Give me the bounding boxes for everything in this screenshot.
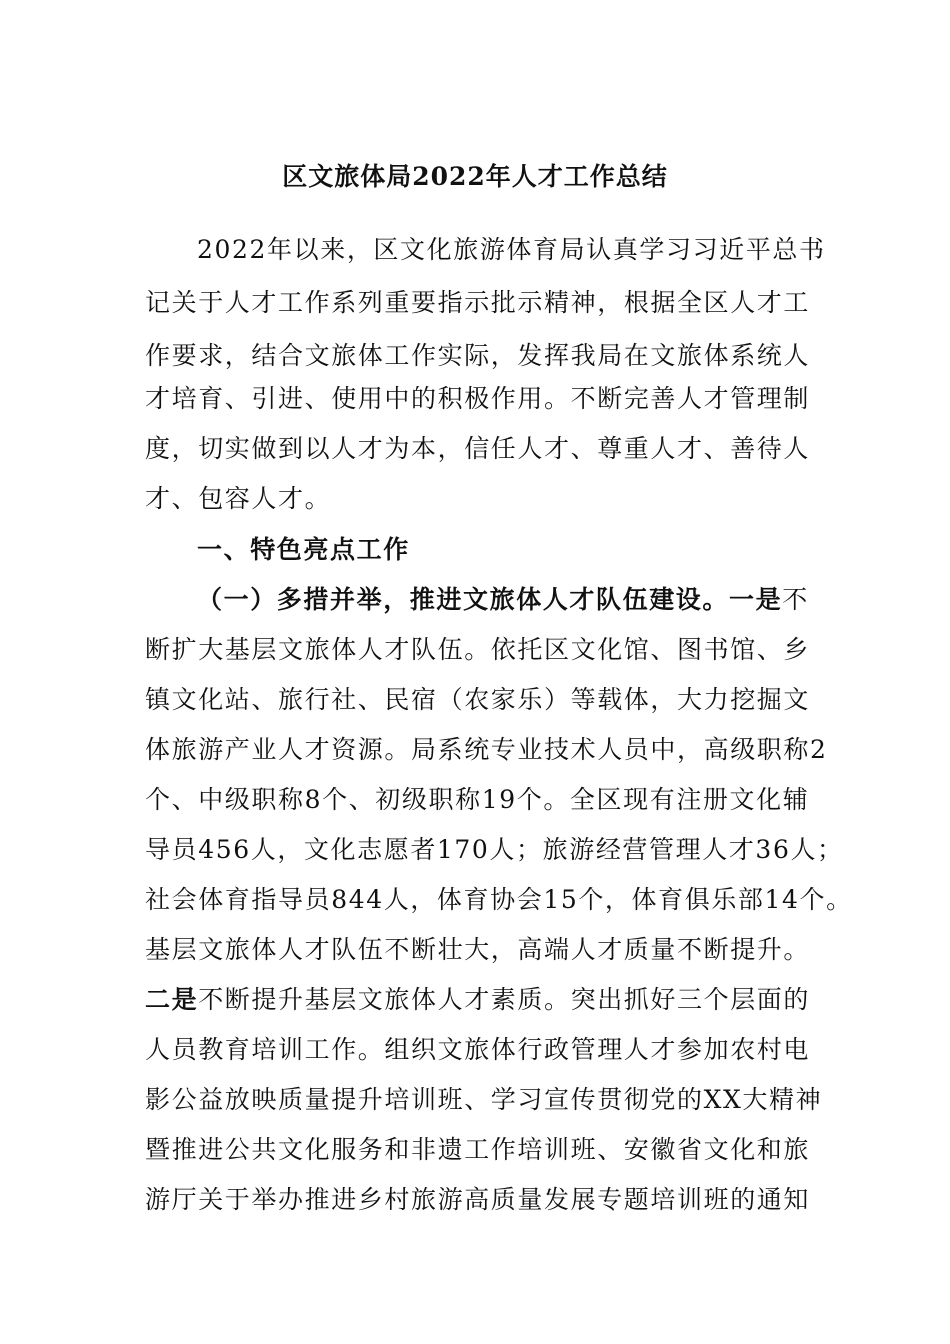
point-label: 二是 bbox=[145, 985, 199, 1014]
point-two-line bbox=[145, 983, 810, 1017]
paragraph-line: 断扩大基层文旅体人才队伍。依托区文化馆、图书馆、乡 bbox=[145, 635, 811, 664]
paragraph-line: 游厅关于举办推进乡村旅游高质量发展专题培训班的通知 bbox=[145, 1185, 811, 1214]
paragraph-line: 影公益放映质量提升培训班、学习宣传贯彻党的XX大精神 bbox=[145, 1085, 823, 1114]
intro-line: 2022年以来，区文化旅游体育局认真学习习近平总书 bbox=[197, 235, 826, 264]
paragraph-line: 社会体育指导员844人，体育协会15个，体育俱乐部14个。 bbox=[145, 885, 853, 914]
intro-line: 才、包容人才。 bbox=[145, 484, 332, 513]
paragraph-line: 导员456人，文化志愿者170人；旅游经营管理人才36人； bbox=[145, 835, 844, 864]
paragraph-line: 人员教育培训工作。组织文旅体行政管理人才参加农村电 bbox=[145, 1035, 811, 1064]
paragraph-text: 不 bbox=[782, 585, 809, 614]
paragraph-line: 暨推进公共文化服务和非遗工作培训班、安徽省文化和旅 bbox=[145, 1135, 811, 1164]
paragraph-line: 个、中级职称8个、初级职称19个。全区现有注册文化辅 bbox=[145, 785, 810, 814]
subsection-first-line bbox=[197, 583, 809, 617]
subsection-heading: （一）多措并举，推进文旅体人才队伍建设。 bbox=[197, 585, 730, 614]
document-title: 区文旅体局2022年人才工作总结 bbox=[282, 162, 668, 191]
intro-line: 作要求，结合文旅体工作实际，发挥我局在文旅体系统人 bbox=[145, 341, 811, 370]
section-heading: 一、特色亮点工作 bbox=[197, 535, 410, 564]
intro-line: 记关于人才工作系列重要指示批示精神，根据全区人才工 bbox=[145, 288, 811, 317]
point-label: 一是 bbox=[729, 585, 783, 614]
paragraph-line: 基层文旅体人才队伍不断壮大，高端人才质量不断提升。 bbox=[145, 935, 811, 964]
intro-line: 度，切实做到以人才为本，信任人才、尊重人才、善待人 bbox=[145, 434, 811, 463]
paragraph-text: 不断提升基层文旅体人才素质。突出抓好三个层面的 bbox=[198, 985, 811, 1014]
paragraph-line: 体旅游产业人才资源。局系统专业技术人员中，高级职称2 bbox=[145, 735, 828, 764]
paragraph-line: 镇文化站、旅行社、民宿（农家乐）等载体，大力挖掘文 bbox=[145, 685, 811, 714]
intro-line: 才培育、引进、使用中的积极作用。不断完善人才管理制 bbox=[145, 384, 811, 413]
